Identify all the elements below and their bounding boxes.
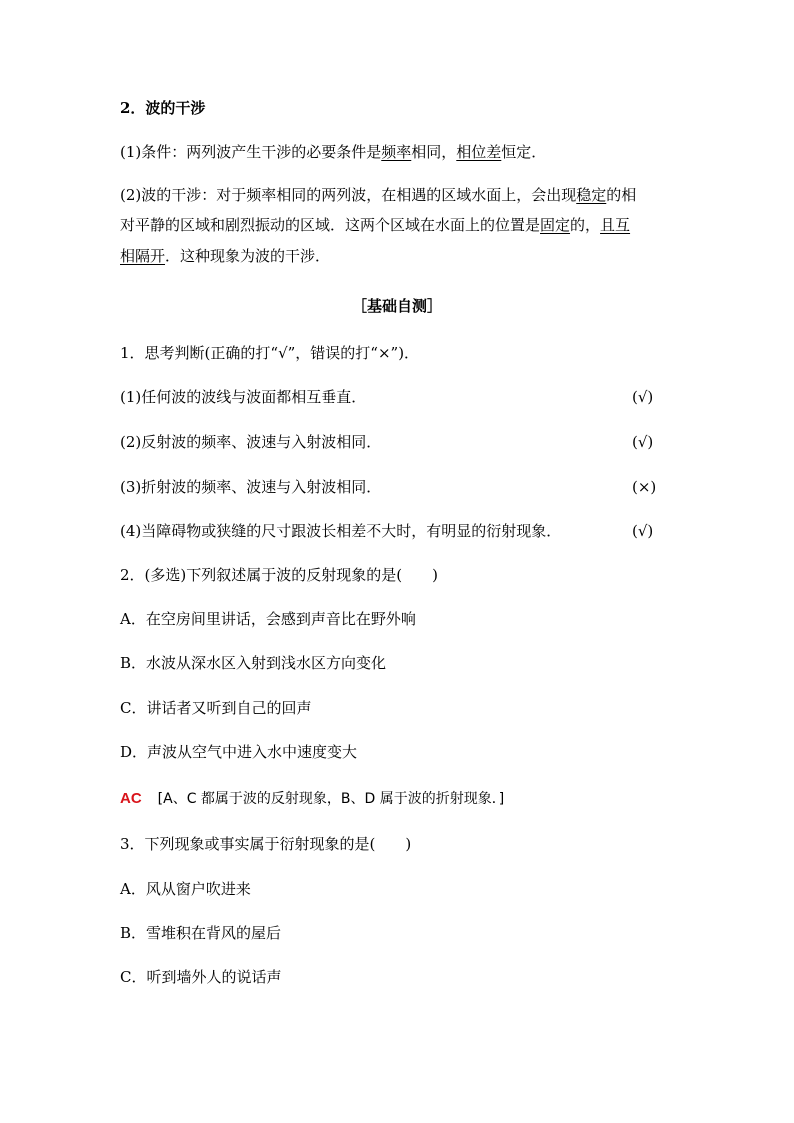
q1-item-1: (1)任何波的波线与波面都相互垂直． — [120, 388, 367, 406]
interference-text: ．这种现象为波的干涉． — [165, 247, 331, 265]
q2-option-d: D．声波从空气中进入水中速度变大 — [120, 743, 358, 761]
q1-stem: 1．思考判断(正确的打“√”，错误的打“×”)． — [120, 344, 420, 362]
q2-option-b: B．水波从深水区入射到浅水区方向变化 — [120, 654, 387, 672]
q1-item-4: (4)当障碍物或狭缝的尺寸跟波长相差不大时，有明显的衍射现象． — [120, 522, 562, 540]
q1-item-3: (3)折射波的频率、波速与入射波相同． — [120, 478, 382, 496]
interference-text: 的相 — [606, 186, 637, 204]
interference-text: 的， — [570, 216, 601, 234]
interference-line-3 — [120, 245, 330, 267]
interference-text: (2)波的干涉：对于频率相同的两列波，在相遇的区域水面上，会出现 — [120, 186, 577, 204]
q1-item-3-mark: (×) — [632, 478, 657, 496]
q2-option-a: A．在空房间里讲话，会感到声音比在野外响 — [120, 610, 416, 628]
q3-option-b: B．雪堆积在背风的屋后 — [120, 924, 282, 942]
interference-text: 对平静的区域和剧烈振动的区域．这两个区域在水面上的位置是 — [120, 216, 541, 234]
concept-heading: 2．波的干涉 — [120, 99, 206, 117]
interference-line-1 — [120, 184, 636, 206]
condition-text-1: (1)条件：两列波产生干涉的必要条件是 — [120, 143, 382, 161]
underlined-stable: 稳定 — [576, 186, 607, 204]
underlined-and-mutually: 且互 — [600, 216, 631, 234]
q2-answer: AC — [120, 790, 142, 807]
underlined-separated: 相隔开 — [120, 247, 166, 265]
section-title: ［基础自测］ — [351, 297, 442, 315]
underlined-frequency: 频率 — [381, 143, 412, 161]
q1-item-1-mark: (√) — [632, 388, 654, 406]
underlined-fixed: 固定 — [540, 216, 571, 234]
q1-item-4-mark: (√) — [632, 522, 654, 540]
q3-option-a: A．风从窗户吹进来 — [120, 880, 251, 898]
underlined-phase-difference: 相位差 — [456, 143, 502, 161]
q3-option-c: C．听到墙外人的说话声 — [120, 968, 282, 986]
condition-line — [120, 141, 546, 163]
q2-stem: 2．(多选)下列叙述属于波的反射现象的是( ) — [120, 566, 438, 584]
q1-item-2-mark: (√) — [632, 433, 654, 451]
condition-text-2: 相同， — [411, 143, 457, 161]
q3-stem: 3．下列现象或事实属于衍射现象的是( ) — [120, 835, 412, 853]
q2-explanation: [A、C 都属于波的反射现象，B、D 属于波的折射现象．] — [157, 791, 505, 807]
q2-option-c: C．讲话者又听到自己的回声 — [120, 699, 312, 717]
condition-text-3: 恒定． — [501, 143, 547, 161]
q2-answer-line — [120, 787, 504, 810]
interference-line-2 — [120, 214, 630, 236]
q1-item-2: (2)反射波的频率、波速与入射波相同． — [120, 433, 382, 451]
